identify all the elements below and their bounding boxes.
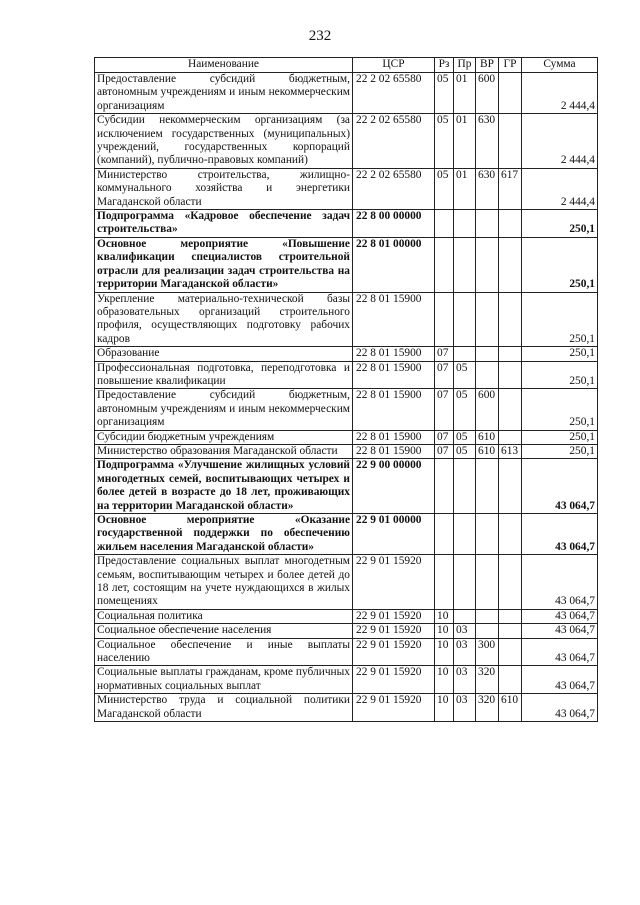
row-rz: 07 <box>435 430 454 444</box>
row-sum: 43 064,7 <box>522 624 598 638</box>
row-sum: 43 064,7 <box>522 514 598 555</box>
table-row <box>95 361 598 389</box>
row-gr: 617 <box>499 168 522 209</box>
row-name: Основное мероприятие «Оказание государственной поддержки по обеспечению жильем населения Магаданской области» <box>95 514 353 555</box>
row-name: Образование <box>95 347 353 361</box>
row-csr: 22 8 01 15900 <box>353 389 435 430</box>
row-vr: 300 <box>476 638 499 666</box>
row-rz <box>435 555 454 610</box>
row-name: Субсидии бюджетным учреждениям <box>95 430 353 444</box>
row-gr <box>499 361 522 389</box>
budget-table <box>94 57 598 722</box>
row-pr <box>454 292 476 347</box>
row-gr <box>499 73 522 114</box>
row-pr: 03 <box>454 624 476 638</box>
table-row <box>95 638 598 666</box>
row-vr: 610 <box>476 444 499 458</box>
table-row <box>95 347 598 361</box>
row-gr <box>499 514 522 555</box>
row-csr: 22 9 00 00000 <box>353 459 435 514</box>
row-vr <box>476 361 499 389</box>
table-row <box>95 624 598 638</box>
row-sum: 43 064,7 <box>522 459 598 514</box>
row-csr: 22 8 01 15900 <box>353 430 435 444</box>
table-row <box>95 389 598 430</box>
row-csr: 22 2 02 65580 <box>353 73 435 114</box>
row-gr <box>499 555 522 610</box>
header-csr: ЦСР <box>353 58 435 73</box>
row-gr: 610 <box>499 694 522 722</box>
row-name: Подпрограмма «Улучшение жилищных условий многодетных семей, воспитывающих четырех и более детей в возрасте до 18 лет, проживающих на территории Магаданской области» <box>95 459 353 514</box>
row-name: Профессиональная подготовка, переподготовка и повышение квалификации <box>95 361 353 389</box>
row-name: Социальная политика <box>95 609 353 623</box>
row-rz: 07 <box>435 361 454 389</box>
row-vr: 320 <box>476 666 499 694</box>
row-gr <box>499 624 522 638</box>
row-rz <box>435 292 454 347</box>
row-gr <box>499 430 522 444</box>
row-rz: 10 <box>435 624 454 638</box>
table-row <box>95 73 598 114</box>
row-csr: 22 8 01 00000 <box>353 237 435 292</box>
row-vr <box>476 609 499 623</box>
row-name: Субсидии некоммерческим организациям (за исключением государственных (муниципальных) учреждений, государственных корпораций (компаний), публично-правовых компаний) <box>95 114 353 169</box>
row-rz <box>435 459 454 514</box>
row-gr <box>499 114 522 169</box>
row-gr: 613 <box>499 444 522 458</box>
row-vr: 610 <box>476 430 499 444</box>
row-pr <box>454 347 476 361</box>
row-pr: 05 <box>454 444 476 458</box>
row-name: Социальное обеспечение населения <box>95 624 353 638</box>
row-pr: 03 <box>454 694 476 722</box>
row-name: Подпрограмма «Кадровое обеспечение задач строительства» <box>95 210 353 238</box>
header-sum: Сумма <box>522 58 598 73</box>
row-pr: 05 <box>454 389 476 430</box>
row-gr <box>499 609 522 623</box>
row-name: Предоставление субсидий бюджетным, автономным учреждениям и иным некоммерческим организациям <box>95 389 353 430</box>
row-sum: 250,1 <box>522 347 598 361</box>
row-rz: 07 <box>435 444 454 458</box>
row-pr <box>454 459 476 514</box>
row-rz <box>435 210 454 238</box>
table-row <box>95 609 598 623</box>
row-csr: 22 9 01 15920 <box>353 555 435 610</box>
row-sum: 43 064,7 <box>522 694 598 722</box>
row-pr: 03 <box>454 666 476 694</box>
row-vr <box>476 237 499 292</box>
header-pr: Пр <box>454 58 476 73</box>
row-vr <box>476 514 499 555</box>
row-csr: 22 8 01 15900 <box>353 292 435 347</box>
row-vr <box>476 210 499 238</box>
row-sum: 2 444,4 <box>522 168 598 209</box>
row-vr <box>476 555 499 610</box>
row-gr <box>499 638 522 666</box>
row-name: Социальные выплаты гражданам, кроме публичных нормативных социальных выплат <box>95 666 353 694</box>
row-gr <box>499 459 522 514</box>
header-gr: ГР <box>499 58 522 73</box>
row-csr: 22 8 01 15900 <box>353 361 435 389</box>
row-vr: 600 <box>476 389 499 430</box>
row-csr: 22 8 01 15900 <box>353 347 435 361</box>
row-sum: 250,1 <box>522 210 598 238</box>
row-sum: 2 444,4 <box>522 114 598 169</box>
row-rz <box>435 237 454 292</box>
row-gr <box>499 389 522 430</box>
row-name: Министерство строительства, жилищно-коммунального хозяйства и энергетики Магаданской области <box>95 168 353 209</box>
row-csr: 22 8 01 15900 <box>353 444 435 458</box>
row-rz: 07 <box>435 347 454 361</box>
row-rz: 10 <box>435 638 454 666</box>
row-sum: 250,1 <box>522 361 598 389</box>
row-csr: 22 9 01 15920 <box>353 624 435 638</box>
row-vr <box>476 459 499 514</box>
row-vr: 600 <box>476 73 499 114</box>
row-vr <box>476 347 499 361</box>
table-row <box>95 210 598 238</box>
row-pr: 01 <box>454 73 476 114</box>
table-row <box>95 666 598 694</box>
table-row <box>95 514 598 555</box>
row-vr: 630 <box>476 168 499 209</box>
header-vr: ВР <box>476 58 499 73</box>
row-rz: 10 <box>435 694 454 722</box>
row-csr: 22 9 01 15920 <box>353 666 435 694</box>
row-rz: 05 <box>435 168 454 209</box>
row-name: Министерство образования Магаданской области <box>95 444 353 458</box>
table-row <box>95 444 598 458</box>
row-csr: 22 9 01 15920 <box>353 638 435 666</box>
row-sum: 43 064,7 <box>522 666 598 694</box>
row-pr: 03 <box>454 638 476 666</box>
row-gr <box>499 347 522 361</box>
header-row <box>95 58 598 73</box>
row-pr <box>454 237 476 292</box>
row-sum: 2 444,4 <box>522 73 598 114</box>
row-rz: 10 <box>435 609 454 623</box>
row-name: Предоставление социальных выплат многодетным семьям, воспитывающим четырех и более детей до 18 лет, состоящим на учете нуждающихся в жилых помещениях <box>95 555 353 610</box>
row-name: Предоставление субсидий бюджетным, автономным учреждениям и иным некоммерческим организациям <box>95 73 353 114</box>
row-sum: 250,1 <box>522 292 598 347</box>
row-vr: 320 <box>476 694 499 722</box>
row-vr <box>476 292 499 347</box>
table-row <box>95 459 598 514</box>
row-sum: 43 064,7 <box>522 638 598 666</box>
row-csr: 22 9 01 15920 <box>353 609 435 623</box>
row-pr: 01 <box>454 114 476 169</box>
row-csr: 22 9 01 00000 <box>353 514 435 555</box>
table-row <box>95 114 598 169</box>
header-name: Наименование <box>95 58 353 73</box>
row-sum: 250,1 <box>522 237 598 292</box>
row-gr <box>499 666 522 694</box>
row-pr: 01 <box>454 168 476 209</box>
row-csr: 22 2 02 65580 <box>353 168 435 209</box>
row-rz: 05 <box>435 73 454 114</box>
table-row <box>95 694 598 722</box>
row-name: Укрепление материально-технической базы образовательных организаций строительного профиля, осуществляющих подготовку рабочих кадров <box>95 292 353 347</box>
table-row <box>95 292 598 347</box>
row-gr <box>499 292 522 347</box>
row-name: Министерство труда и социальной политики Магаданской области <box>95 694 353 722</box>
row-pr <box>454 555 476 610</box>
row-pr: 05 <box>454 430 476 444</box>
table-row <box>95 555 598 610</box>
row-sum: 250,1 <box>522 444 598 458</box>
row-rz <box>435 514 454 555</box>
header-rz: Рз <box>435 58 454 73</box>
row-name: Основное мероприятие «Повышение квалификации специалистов строительной отрасли для реализации задач строительства на территории Магаданской области» <box>95 237 353 292</box>
page-number: 232 <box>308 28 332 44</box>
row-sum: 250,1 <box>522 430 598 444</box>
row-rz: 10 <box>435 666 454 694</box>
row-rz: 05 <box>435 114 454 169</box>
row-sum: 43 064,7 <box>522 609 598 623</box>
row-pr <box>454 210 476 238</box>
row-pr: 05 <box>454 361 476 389</box>
row-name: Социальное обеспечение и иные выплаты населению <box>95 638 353 666</box>
row-gr <box>499 237 522 292</box>
row-pr <box>454 514 476 555</box>
row-sum: 43 064,7 <box>522 555 598 610</box>
row-pr <box>454 609 476 623</box>
table-row <box>95 168 598 209</box>
row-csr: 22 2 02 65580 <box>353 114 435 169</box>
row-vr: 630 <box>476 114 499 169</box>
table-row <box>95 237 598 292</box>
table-row <box>95 430 598 444</box>
row-vr <box>476 624 499 638</box>
row-csr: 22 8 00 00000 <box>353 210 435 238</box>
row-gr <box>499 210 522 238</box>
row-rz: 07 <box>435 389 454 430</box>
row-sum: 250,1 <box>522 389 598 430</box>
row-csr: 22 9 01 15920 <box>353 694 435 722</box>
